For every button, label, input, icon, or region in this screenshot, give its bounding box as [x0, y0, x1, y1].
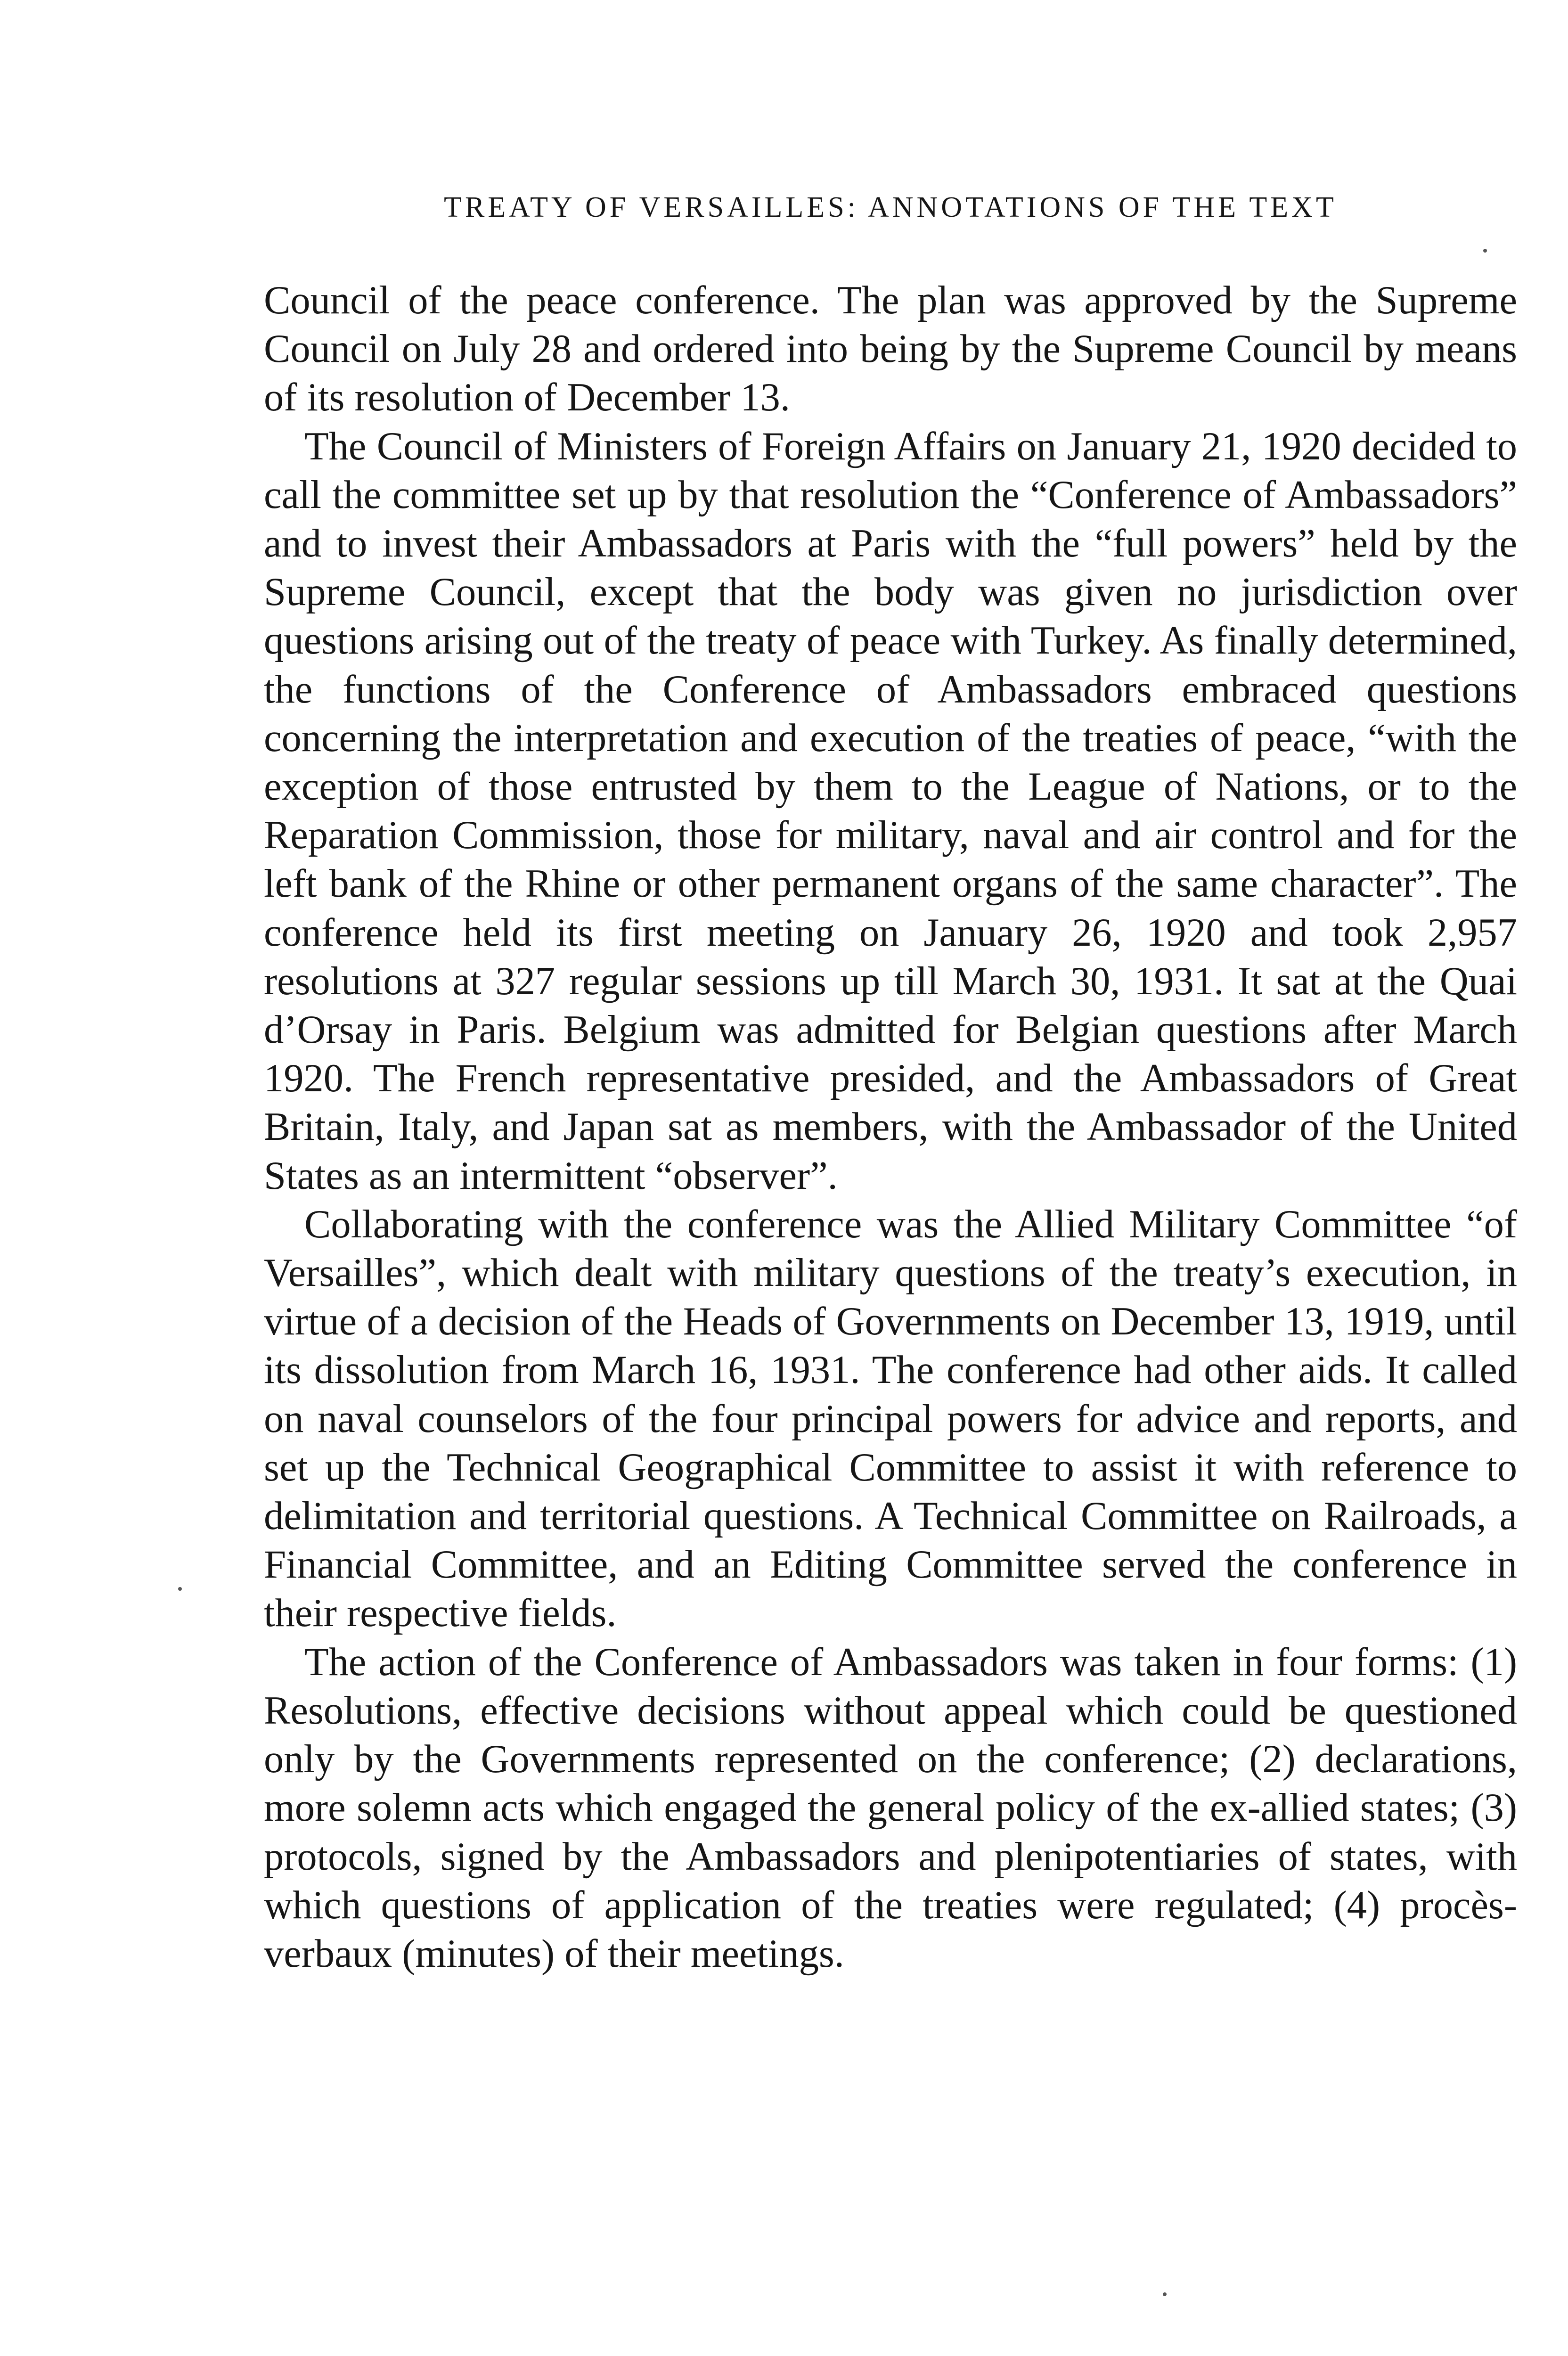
scan-speck	[1163, 2292, 1167, 2296]
running-head: TREATY OF VERSAILLES: ANNOTATIONS OF THE TEXT	[444, 191, 1337, 223]
paragraph-2: The Council of Ministers of Foreign Affairs on January 21, 1920 decided to call the committee set up by that resolution the “Conference of Ambassadors” and to invest their Ambassadors at Paris with the “full powers” held by the Supreme Council, except that the body was given no jurisdiction over questions arising out of the treaty of peace with Turkey. As finally determined, the functions of the Conference of Ambassadors embraced questions concerning the interpretation and execution of the treaties of peace, “with the exception of those entrusted by them to the League of Nations, or to the Reparation Commission, those for military, naval and air control and for the left bank of the Rhine or other permanent organs of the same character”. The conference held its first meeting on January 26, 1920 and took 2,957 resolutions at 327 regular sessions up till March 30, 1931. It sat at the Quai d’Orsay in Paris. Belgium was admitted for Belgian questions after March 1920. The French representative presided, and the Ambassadors of Great Britain, Italy, and Japan sat as members, with the Ambassador of the United States as an intermittent “observer”.	[264, 424, 1517, 1198]
body-text	[264, 276, 1517, 1978]
scan-speck	[1483, 249, 1487, 253]
paragraph-1: Council of the peace conference. The plan was approved by the Supreme Council on July 28 and ordered into being by the Supreme Council by means of its resolution of December 13.	[264, 278, 1517, 420]
scan-speck	[178, 1587, 182, 1591]
paragraph-4: The action of the Conference of Ambassadors was taken in four forms: (1) Resolutions, effective decisions without appeal which could be questioned only by the Governments represented on the conference; (2) declarations, more solemn acts which engaged the general policy of the ex-allied states; (3) protocols, signed by the Ambassadors and plenipotentiaries of states, with which questions of application of the treaties were regulated; (4) procès-verbaux (minutes) of their meetings.	[264, 1640, 1517, 1976]
paragraph-3: Collaborating with the conference was the Allied Military Committee “of Versailles”, which dealt with military questions of the treaty’s execution, in virtue of a decision of the Heads of Governments on December 13, 1919, until its dissolution from March 16, 1931. The conference had other aids. It called on naval counselors of the four principal powers for advice and reports, and set up the Technical Geographical Committee to assist it with reference to delimitation and territorial questions. A Technical Committee on Railroads, a Financial Committee, and an Editing Committee served the conference in their respective fields.	[264, 1202, 1517, 1636]
